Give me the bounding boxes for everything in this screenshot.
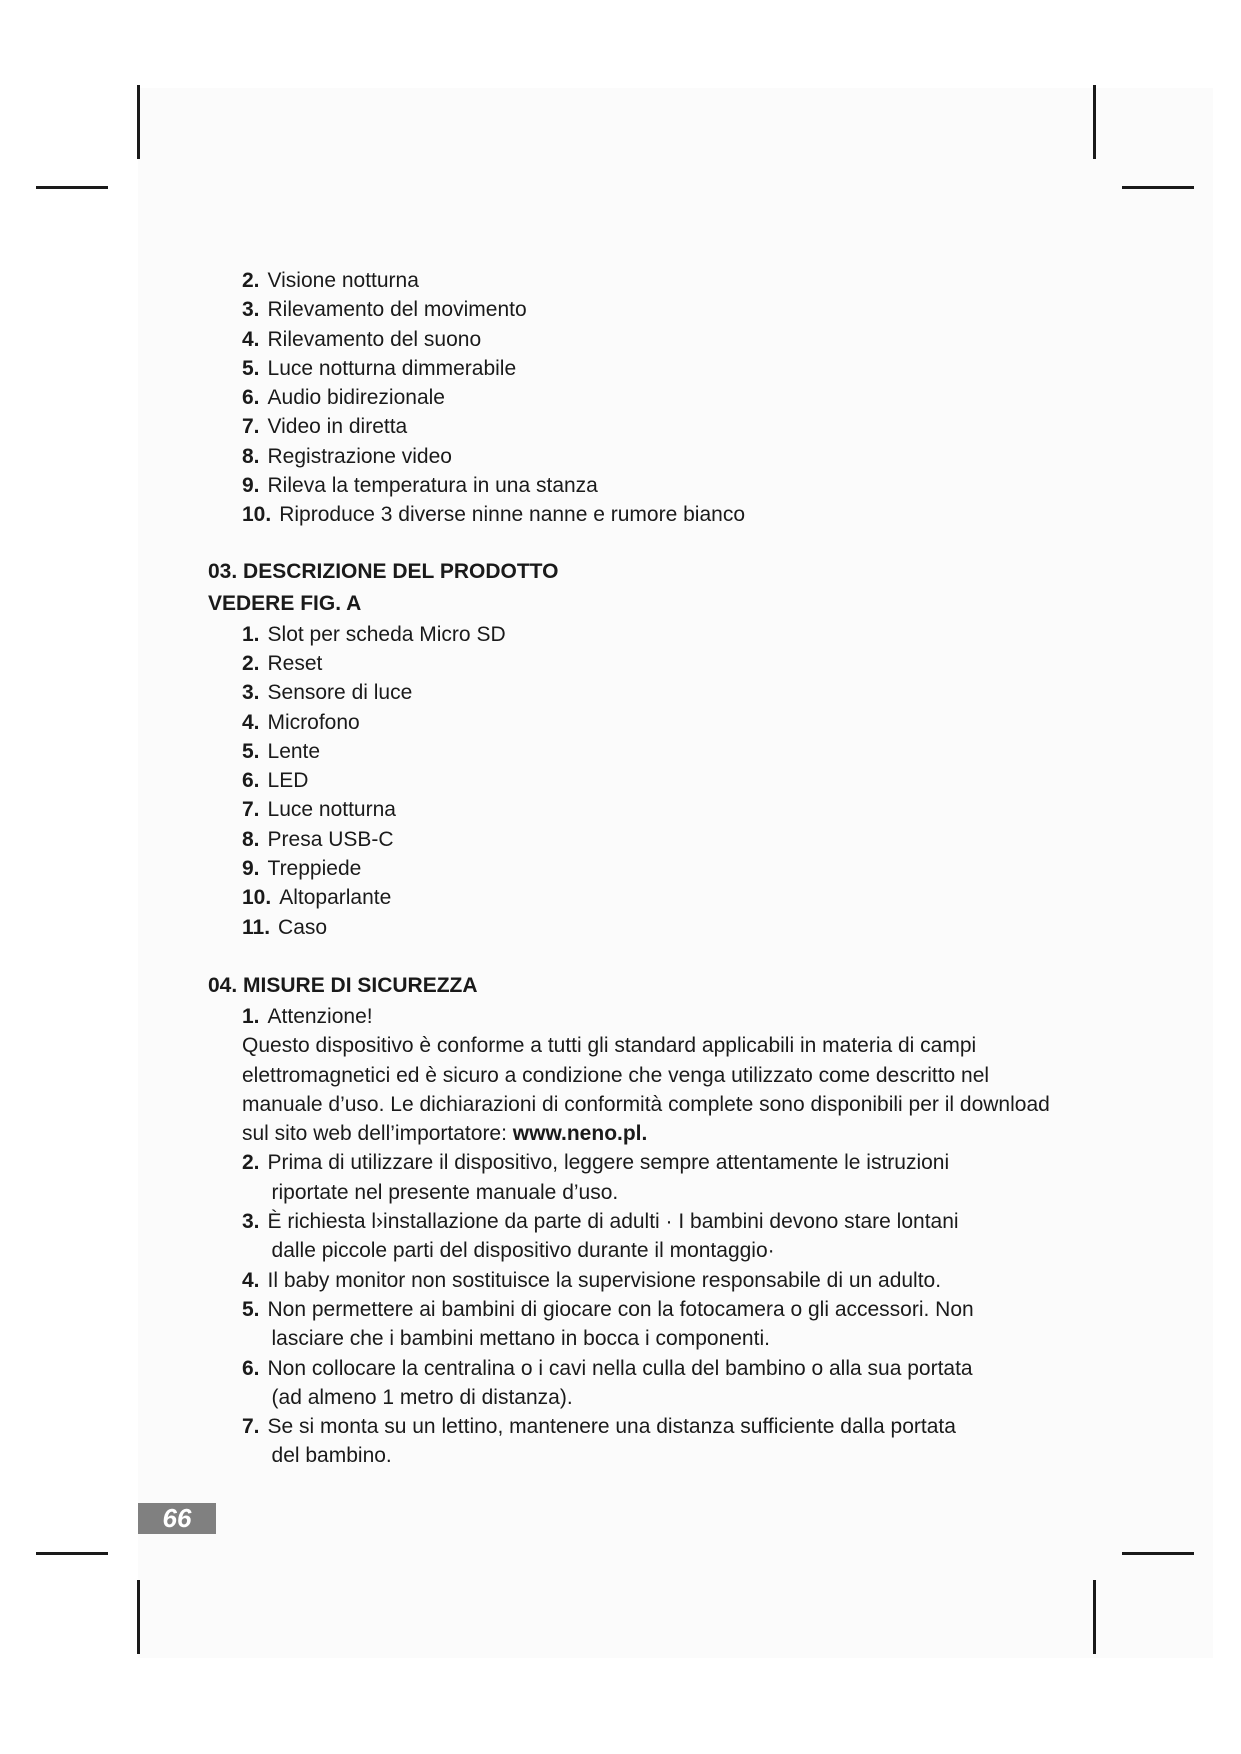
- crop-mark: [1122, 186, 1194, 189]
- list-item: 2. Reset: [242, 651, 323, 675]
- document-body: [208, 266, 1068, 1471]
- list-item: 5. Luce notturna dimmerabile: [242, 356, 517, 380]
- safety-list: [208, 1148, 1068, 1470]
- list-item: 4. Il baby monitor non sostituisce la supervisione responsabile di un adulto.: [242, 1268, 942, 1292]
- crop-mark: [1122, 1552, 1194, 1555]
- list-item: 7. Luce notturna: [242, 798, 396, 822]
- crop-mark: [137, 1580, 140, 1654]
- crop-mark: [1093, 85, 1096, 159]
- list-item: 8. Registrazione video: [242, 444, 452, 468]
- page-number: 66: [138, 1503, 216, 1534]
- list-item: 3. Rilevamento del movimento: [242, 298, 527, 322]
- list-item: 10. Altoparlante: [242, 886, 392, 910]
- section-03-subtitle: VEDERE FIG. A: [208, 591, 362, 615]
- list-item: 7. Video in diretta: [242, 415, 408, 439]
- list-item: 1. Slot per scheda Micro SD: [242, 622, 506, 646]
- list-item: 9. Rileva la temperatura in una stanza: [242, 474, 598, 498]
- safety-item-1: [208, 1002, 1068, 1031]
- list-item: 1. Attenzione!: [242, 1004, 373, 1028]
- list-item: 2. Prima di utilizzare il dispositivo, leggere sempre attentamente le istruzioni riportate nel presente manuale d’uso.: [242, 1151, 950, 1204]
- website-link[interactable]: www.neno.pl.: [512, 1122, 648, 1146]
- list-item: 6. LED: [242, 769, 309, 793]
- list-item: 6. Non collocare la centralina o i cavi nella culla del bambino o alla sua portata (ad almeno 1 metro di distanza).: [242, 1356, 973, 1409]
- list-item: 11. Caso: [242, 915, 328, 939]
- list-item: 10. Riproduce 3 diverse ninne nanne e rumore bianco: [242, 503, 745, 527]
- crop-mark: [36, 186, 108, 189]
- list-item: 8. Presa USB-C: [242, 827, 394, 851]
- list-item: 4. Microfono: [242, 710, 360, 734]
- features-list: [208, 266, 1068, 530]
- list-item: 3. È richiesta l›installazione da parte di adulti · I bambini devono stare lontani dalle piccole parti del dispositivo durante il montaggio·: [242, 1210, 959, 1263]
- crop-mark: [36, 1552, 108, 1555]
- list-item: 2. Visione notturna: [242, 269, 419, 292]
- list-item: 3. Sensore di luce: [242, 681, 413, 705]
- list-item: 6. Audio bidirezionale: [242, 386, 445, 410]
- crop-mark: [1093, 1580, 1096, 1654]
- list-item: 9. Treppiede: [242, 857, 362, 881]
- crop-mark: [137, 85, 140, 159]
- section-04-title: 04. MISURE DI SICUREZZA: [208, 973, 478, 997]
- list-item: 7. Se si monta su un lettino, mantenere una distanza sufficiente dalla portata del bambino.: [242, 1415, 956, 1468]
- conformity-paragraph: Questo dispositivo è conforme a tutti gli standard applicabili in materia di campi elettromagnetici ed è sicuro a condizione che venga utilizzato come descritto nel manuale d’uso. Le dichiarazioni di conformità complete sono disponibili per il download sul sito web dell’importatore: www.neno.pl.: [242, 1034, 1050, 1146]
- list-item: 4. Rilevamento del suono: [242, 327, 482, 351]
- list-item: 5. Lente: [242, 739, 321, 763]
- list-item: 5. Non permettere ai bambini di giocare con la fotocamera o gli accessori. Non lasciare che i bambini mettano in bocca i componenti.: [242, 1297, 974, 1351]
- section-03-title: 03. DESCRIZIONE DEL PRODOTTO: [208, 559, 559, 583]
- product-parts-list: [208, 620, 1068, 942]
